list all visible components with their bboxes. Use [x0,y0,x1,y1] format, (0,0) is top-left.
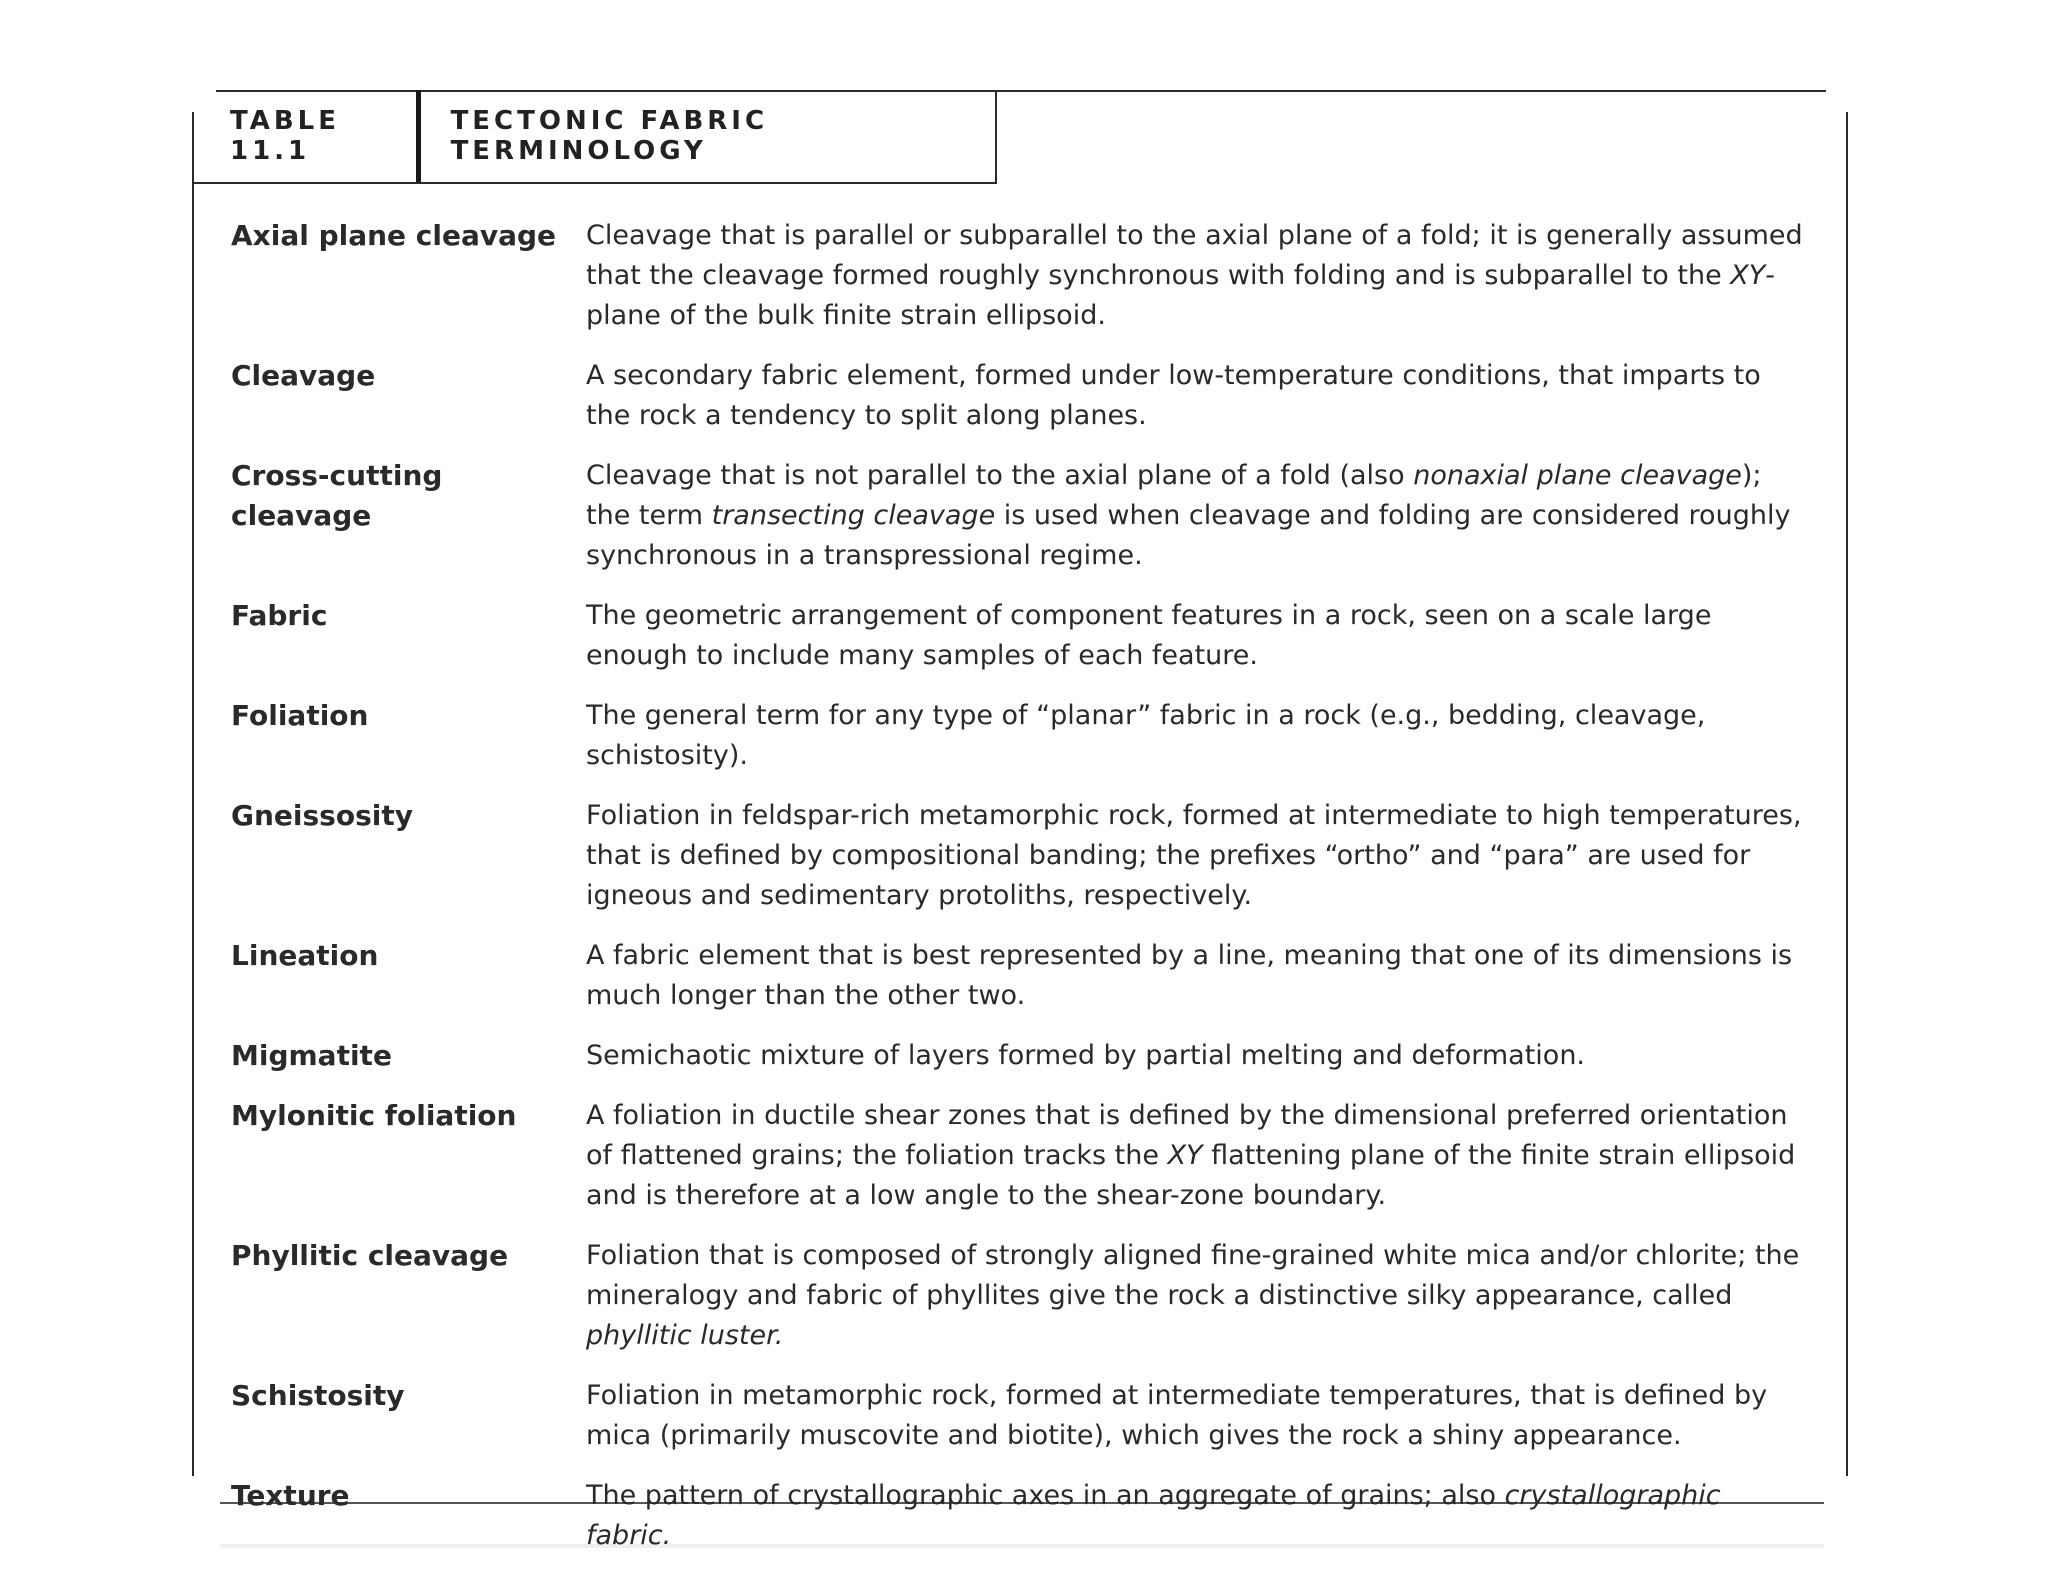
definition-cell [586,356,1811,436]
definition-text: The general term for any type of “planar” fabric in a rock (e.g., bedding, cleavage, schistosity). [586,700,1706,771]
table-row [231,796,1811,916]
table-row [231,1376,1811,1456]
term-cell: Fabric [231,599,328,632]
definition-text: ); the term [586,460,1762,531]
table-row [231,456,1811,576]
table-row [231,936,1811,1016]
table-row [231,1476,1811,1556]
table-right-rule [1846,112,1848,1476]
definition-cell [586,1036,1811,1076]
definition-cell [586,596,1811,676]
table-row [231,1036,1811,1076]
definition-text: The geometric arrangement of component features in a rock, seen on a scale large enough to include many samples of each feature. [586,600,1712,671]
definition-text: Cleavage that is not parallel to the axial plane of a fold (also [586,460,1414,491]
term-cell: Migmatite [231,1039,392,1072]
definition-italic-text: XY [1167,1140,1203,1171]
table-number: TABLE 11.1 [192,90,421,182]
term-cell: Lineation [231,939,379,972]
term-cell: Phyllitic cleavage [231,1239,509,1272]
term-cell: Mylonitic foliation [231,1099,517,1132]
definition-text: Foliation that is composed of strongly aligned fine-grained white mica and/or chlorite; the mineralogy and fabric of phyllites give the rock a distinctive silky appearance, called [586,1240,1800,1311]
term-cell: Gneissosity [231,799,413,832]
term-cell: Foliation [231,699,369,732]
definition-cell [586,1376,1811,1456]
definition-cell [586,1096,1811,1216]
definition-text: Semichaotic mixture of layers formed by partial melting and deformation. [586,1040,1586,1071]
definition-cell [586,1476,1811,1556]
definition-text: Foliation in feldspar-rich metamorphic rock, formed at intermediate to high temperatures, that is defined by compositional banding; the prefixes “ortho” and “para” are used for igneous and sedimentary protoliths, respectively. [586,800,1802,911]
definition-cell [586,796,1811,916]
definition-text: flattening plane of the finite strain ellipsoid and is therefore at a low angle to the shear-zone boundary. [586,1140,1796,1211]
table-row [231,696,1811,776]
table-row [231,1096,1811,1216]
definition-italic-text: transecting cleavage [711,500,996,531]
definition-text: Foliation in metamorphic rock, formed at intermediate temperatures, that is defined by mica (primarily muscovite and biotite), which gives the rock a shiny appearance. [586,1380,1768,1451]
table-row [231,596,1811,676]
definition-italic-text: XY [1730,260,1766,291]
definition-cell [586,1236,1811,1356]
definition-italic-text: phyllitic luster. [586,1320,784,1351]
definition-text: -plane of the bulk finite strain ellipsoid. [586,260,1776,331]
definition-text: Cleavage that is parallel or subparallel to the axial plane of a fold; it is generally assumed that the cleavage formed roughly synchronous with folding and is subparallel to the [586,220,1803,291]
definition-italic-text: nonaxial plane cleavage [1413,460,1742,491]
definition-text: A foliation in ductile shear zones that is defined by the dimensional preferred orientation of flattened grains; the foliation tracks the [586,1100,1788,1171]
definition-italic-text: crystallographic fabric. [586,1480,1721,1551]
definition-cell [586,216,1811,336]
table-caption [192,90,997,184]
term-cell: Axial plane cleavage [231,219,557,252]
definition-text: A fabric element that is best represented by a line, meaning that one of its dimensions is much longer than the other two. [586,940,1793,1011]
term-cell: Cleavage [231,359,376,392]
table-row [231,216,1811,336]
definition-text: The pattern of crystallographic axes in an aggregate of grains; also [586,1480,1505,1511]
terminology-table [231,216,1811,1576]
table-row [231,356,1811,436]
table-title: TECTONIC FABRIC TERMINOLOGY [450,106,769,166]
definition-text: A secondary fabric element, formed under low-temperature conditions, that imparts to the rock a tendency to split along planes. [586,360,1761,431]
table-row [231,1236,1811,1356]
term-cell: Schistosity [231,1379,405,1412]
definition-cell [586,696,1811,776]
definition-cell [586,456,1811,576]
term-cell: Texture [231,1479,350,1512]
definition-text: is used when cleavage and folding are considered roughly synchronous in a transpressional regime. [586,500,1791,571]
term-cell: Cross-cutting cleavage [231,459,443,532]
definition-cell [586,936,1811,1016]
table-left-rule [192,112,194,1476]
